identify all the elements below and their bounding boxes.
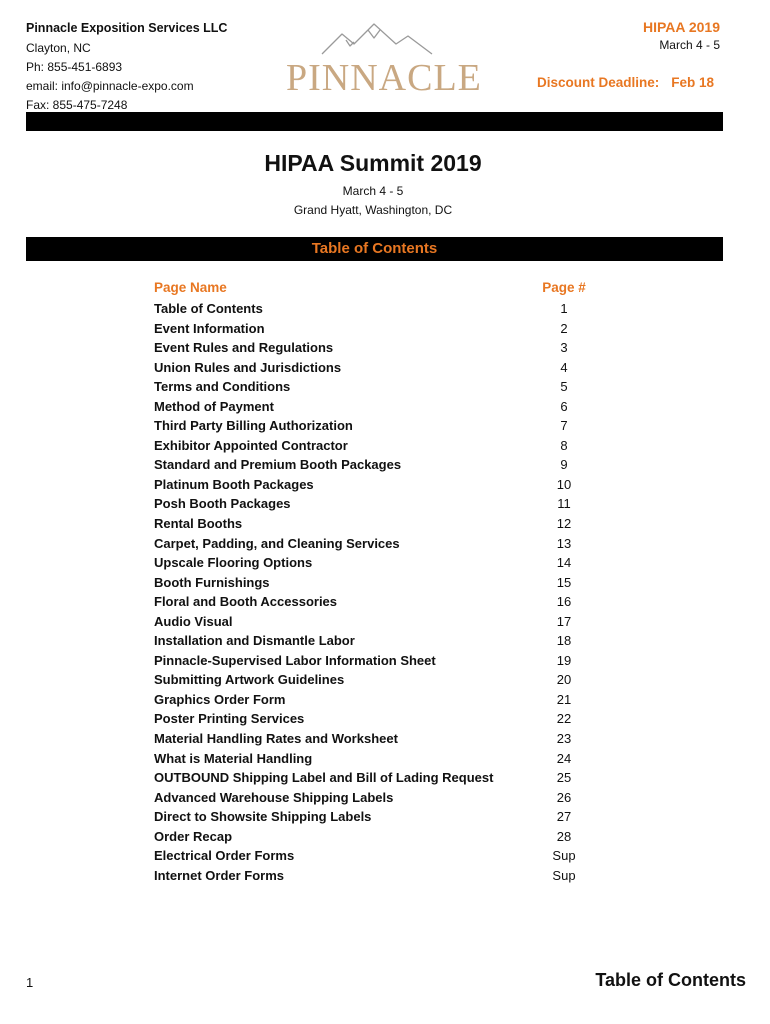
toc-row[interactable] — [154, 592, 598, 612]
toc-row[interactable] — [154, 827, 598, 847]
toc-entry-page: 26 — [556, 789, 572, 805]
toc-entry-name: Union Rules and Jurisdictions — [154, 359, 342, 375]
discount-deadline — [537, 75, 714, 90]
toc-entry-name: OUTBOUND Shipping Label and Bill of Lading Request — [154, 770, 494, 786]
deadline-date: Feb 18 — [671, 75, 715, 90]
toc-entry-page: 16 — [556, 594, 572, 610]
toc-entry-name: Booth Furnishings — [154, 574, 270, 590]
toc-row[interactable] — [154, 494, 598, 514]
toc-row[interactable] — [154, 455, 598, 475]
toc-entry-name: Order Recap — [154, 828, 233, 844]
event-venue: Grand Hyatt, Washington, DC — [293, 203, 453, 217]
pinnacle-logo — [284, 20, 484, 98]
toc-column-page: Page # — [542, 280, 586, 295]
toc-entry-page: 11 — [557, 496, 571, 512]
toc-row[interactable] — [154, 866, 598, 886]
toc-row[interactable] — [154, 514, 598, 534]
company-fax: Fax: 855-475-7248 — [26, 98, 128, 112]
event-dates: March 4 - 5 — [342, 184, 404, 198]
toc-row[interactable] — [154, 729, 598, 749]
toc-entry-name: Table of Contents — [154, 301, 263, 316]
event-tag-dates: March 4 - 5 — [659, 38, 720, 52]
toc-entry-page: 4 — [560, 359, 568, 375]
toc-entry-page: 27 — [556, 809, 572, 825]
toc-entry-name: Terms and Conditions — [154, 379, 291, 395]
toc-row[interactable] — [154, 553, 598, 573]
toc-entry-page: 18 — [556, 633, 572, 649]
toc-entry-name: Graphics Order Form — [154, 691, 286, 707]
toc-row[interactable] — [154, 475, 598, 495]
toc-entry-name: Platinum Booth Packages — [154, 476, 314, 492]
toc-entry-page: 8 — [560, 437, 568, 453]
toc-entry-name: Method of Payment — [154, 398, 274, 414]
toc-entry-name: Standard and Premium Booth Packages — [154, 457, 402, 473]
event-tag-label: HIPAA 2019 — [642, 19, 720, 35]
toc-row[interactable] — [154, 670, 598, 690]
toc-entry-page: 28 — [556, 828, 572, 844]
toc-entry-page: 10 — [556, 476, 572, 492]
toc-entry-page: 5 — [560, 379, 568, 395]
toc-entry-name: What is Material Handling — [154, 750, 313, 766]
page-title: HIPAA Summit 2019 — [264, 150, 482, 176]
toc-entry-page: 2 — [560, 320, 568, 336]
toc-entry-page: 19 — [556, 652, 572, 668]
toc-entry-name: Pinnacle-Supervised Labor Information Sheet — [154, 652, 436, 668]
toc-entry-name: Third Party Billing Authorization — [154, 418, 353, 434]
toc-row[interactable] — [154, 651, 598, 671]
toc-row[interactable] — [154, 377, 598, 397]
toc-entry-name: Internet Order Forms — [154, 867, 285, 883]
company-name: Pinnacle Exposition Services LLC — [26, 21, 228, 35]
toc-entry-name: Carpet, Padding, and Cleaning Services — [154, 535, 400, 551]
toc-entry-name: Poster Printing Services — [154, 711, 305, 727]
toc-heading-bar: Table of Contents — [26, 237, 723, 261]
toc-row[interactable] — [154, 338, 598, 358]
company-info — [26, 19, 227, 115]
toc-entry-page: 20 — [556, 672, 572, 688]
toc-row[interactable] — [154, 788, 598, 808]
toc-row[interactable] — [154, 690, 598, 710]
toc-entry-name: Installation and Dismantle Labor — [154, 633, 355, 649]
toc-row[interactable] — [154, 612, 598, 632]
page-number: 1 — [26, 975, 34, 990]
toc-entry-name: Audio Visual — [154, 613, 233, 629]
toc-row[interactable] — [154, 358, 598, 378]
toc-entry-page: 9 — [560, 457, 568, 473]
deadline-label: Discount Deadline: — [537, 75, 660, 90]
toc-row[interactable] — [154, 397, 598, 417]
toc-row[interactable] — [154, 299, 598, 319]
toc-entry-page: Sup — [552, 867, 576, 883]
toc-entry-name: Event Information — [154, 320, 265, 336]
toc-entry-name: Event Rules and Regulations — [154, 340, 334, 356]
toc-entry-page: 3 — [560, 340, 568, 356]
toc-entry-name: Rental Booths — [154, 516, 243, 532]
toc-entry-page: 25 — [556, 770, 572, 786]
toc-entry-name: Advanced Warehouse Shipping Labels — [154, 789, 394, 805]
toc-entry-page: 23 — [556, 731, 572, 747]
toc-list — [154, 299, 598, 885]
toc-row[interactable] — [154, 631, 598, 651]
toc-entry-page: 15 — [556, 574, 572, 590]
toc-row[interactable] — [154, 846, 598, 866]
logo-text: PINNACLE — [286, 57, 482, 98]
toc-entry-page: 13 — [556, 535, 572, 551]
toc-column-name: Page Name — [154, 280, 227, 295]
toc-entry-name: Material Handling Rates and Worksheet — [154, 731, 398, 747]
toc-row[interactable] — [154, 319, 598, 339]
footer-section-title: Table of Contents — [595, 970, 746, 990]
toc-entry-page: 21 — [556, 691, 572, 707]
toc-row[interactable] — [154, 749, 598, 769]
toc-entry-name: Direct to Showsite Shipping Labels — [154, 809, 372, 825]
header-divider-bar — [26, 112, 723, 131]
toc-entry-name: Upscale Flooring Options — [154, 555, 313, 571]
toc-entry-page: Sup — [552, 848, 576, 864]
toc-entry-page: 7 — [560, 418, 568, 434]
company-email: email: info@pinnacle-expo.com — [26, 79, 194, 93]
toc-row[interactable] — [154, 807, 598, 827]
toc-entry-page: 12 — [556, 516, 572, 532]
toc-row[interactable] — [154, 436, 598, 456]
toc-row[interactable] — [154, 534, 598, 554]
toc-entry-page: 24 — [556, 750, 572, 766]
company-location: Clayton, NC — [26, 41, 91, 55]
toc-entry-page: 22 — [556, 711, 572, 727]
toc-entry-page: 17 — [556, 613, 572, 629]
toc-entry-name: Submitting Artwork Guidelines — [154, 672, 345, 688]
toc-entry-page: 6 — [560, 398, 568, 414]
toc-entry-name: Exhibitor Appointed Contractor — [154, 437, 348, 453]
toc-entry-page: 14 — [556, 555, 572, 571]
toc-entry-name: Floral and Booth Accessories — [154, 594, 338, 610]
toc-row[interactable] — [154, 416, 598, 436]
toc-entry-page: 1 — [560, 301, 568, 316]
toc-entry-name: Electrical Order Forms — [154, 848, 295, 864]
toc-entry-name: Posh Booth Packages — [154, 496, 291, 512]
toc-row[interactable] — [154, 709, 598, 729]
company-phone: Ph: 855-451-6893 — [26, 60, 123, 74]
event-tag — [643, 18, 720, 55]
toc-row[interactable] — [154, 573, 598, 593]
toc-row[interactable] — [154, 768, 598, 788]
